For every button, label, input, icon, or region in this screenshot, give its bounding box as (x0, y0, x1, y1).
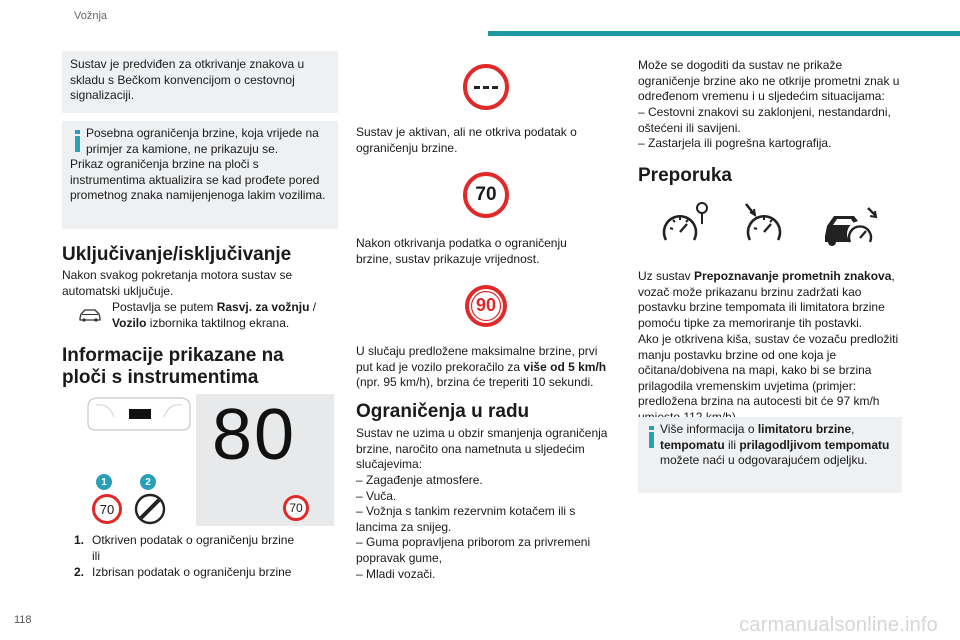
cap3-post: (npr. 95 km/h), brzina će treperiti 10 sekundi. (356, 375, 594, 390)
recommendation-rain-text: Ako je otkrivena kiša, sustav će vozaču predložiti manju postavku brzine od one koja je očitana/dobivena na mapi, kako bi se brzina prilagodila vremenskim uvjetima (primjer: predložena brzina na autocesti bit će 97 km/h (638, 332, 899, 409)
rec-pre: Uz sustav (638, 269, 695, 283)
instrument-cluster-illustration (84, 395, 194, 435)
rec-post: , vozač može prikazanu brzinu zadržati kao postavku brzine tempomata ili limitatora brzine pomoću tipke za memoriranje tih postavki. (638, 269, 895, 330)
marker-1-label: 1 (101, 476, 107, 488)
legend-item-2 (74, 565, 334, 581)
legend-1-text: Otkriven podatak o ograničenju brzine (92, 533, 295, 547)
car-menu-icon (78, 308, 102, 322)
caption-exceeded (356, 344, 614, 391)
set-post: izbornika taktilnog ekrana. (146, 315, 290, 330)
list-item: – Zastarjela ili pogrešna kartografija. (638, 136, 832, 151)
settings-path-text (112, 300, 338, 331)
menu-vehicle: Vozilo (112, 315, 147, 330)
menu-lighting: Rasvj. za vožnju (216, 300, 310, 314)
info-post: možete naći u odgovarajućem odjeljku. (660, 453, 868, 468)
info-sep2: ili (724, 437, 740, 452)
marker-2-label: 2 (145, 476, 151, 488)
heading-limits: Ograničenja u radu (356, 401, 530, 422)
heading-line-1: Informacije prikazane na (62, 345, 284, 366)
no-info-sign-icon (462, 63, 510, 111)
speedometer-memo-icon (660, 200, 710, 246)
list-item: – Vožnja s tankim rezervnim kotačem ili s lancima za snijeg. (356, 504, 576, 534)
legend-1-or: ili (92, 548, 100, 563)
sign-70-value: 70 (475, 184, 497, 205)
right-intro: Može se dogoditi da sustav ne prikaže ograničenje brzine ako ne otkrije prometni znak u određenom vremenu i u sljedećim situacijama: (638, 58, 900, 104)
caption-no-info: Sustav je aktivan, ali ne otkriva podatak o ograničenju brzine. (356, 125, 577, 155)
info-icon (74, 130, 81, 153)
speed-sign-70 (92, 494, 122, 524)
info-para-2: Prikaz ograničenja brzine na ploči s instrumentima aktualizira se kad prođete pored prometnog znaka namijenjenoga lakim vozilima. (70, 157, 326, 203)
info-para-1: Posebna ograničenja brzine, koja vrijede na primjer za kamione, ne prikazuju se. (86, 126, 319, 156)
info-box (62, 121, 338, 229)
list-item: – Zagađenje atmosfere. (356, 473, 483, 487)
rec-bold: Prepoznavanje prometnih znakova (694, 269, 892, 283)
marker-1 (96, 474, 112, 490)
legend-1-num: 1. (74, 533, 85, 547)
list-item: – Guma popravljena priborom za privremeni popravak gume, (356, 535, 591, 565)
sign-90-value: 90 (475, 295, 497, 315)
info-adaptive: prilagodljivom tempomatu (739, 437, 890, 452)
watermark: carmanualsonline.info (739, 614, 938, 636)
info-icon (648, 426, 655, 449)
info-box-right (638, 417, 902, 493)
limits-list (356, 473, 614, 582)
speed-sign-70-large (463, 172, 509, 218)
display-speed-sign (283, 495, 309, 521)
on-off-text: Nakon svakog pokretanja motora sustav se automatski uključuje. (62, 268, 293, 298)
section-title: Vožnja (74, 10, 108, 22)
page-number: 118 (14, 614, 32, 626)
list-item: – Vuča. (356, 488, 397, 503)
info-limiter: limitatoru brzine (757, 422, 852, 436)
note-text: Sustav je predviđen za otkrivanje znakova u skladu s Bečkom konvencijom o cestovnoj signalizaciji. (70, 57, 305, 103)
info-cruise: tempomatu (660, 437, 725, 452)
info-pre: Više informacija o (660, 422, 758, 436)
cap3-pre: U slučaju predložene maksimalne brzine, prvi put kad je vozilo prekoračilo za (356, 344, 598, 374)
display-speed-value: 80 (212, 395, 297, 475)
car-speedometer-icon (822, 204, 880, 248)
caption-detected: Nakon otkrivanja podatka o ograničenju brzine, sustav prikazuje vrijednost. (356, 236, 567, 266)
flashing-speed-sign-90 (462, 282, 510, 330)
speedometer-rain-icon (742, 200, 792, 246)
display-panel (196, 394, 334, 526)
heading-info-displayed (62, 345, 284, 389)
header-accent-bar (488, 31, 960, 36)
right-list (638, 105, 900, 152)
speed-sign-70-value: 70 (99, 501, 115, 517)
info-right-text (646, 422, 894, 469)
heading-recommendation: Preporuka (638, 165, 732, 186)
legend-2-num: 2. (74, 565, 85, 579)
cap3-bold: više od 5 km/h (523, 359, 607, 374)
note-box (62, 51, 338, 113)
heading-on-off: Uključivanje/isključivanje (62, 244, 292, 265)
info-sep1: , (851, 422, 855, 436)
list-item: – Mladi vozači. (356, 566, 436, 581)
recommendation-text (638, 269, 902, 331)
limits-intro: Sustav ne uzima u obzir smanjenja ograničenja brzine, naročito ona nametnuta u sljedećim slučajevima: (356, 426, 608, 472)
end-of-limit-sign-icon (134, 493, 166, 525)
display-sign-value: 70 (289, 501, 303, 515)
list-item: – Cestovni znakovi su zaklonjeni, nestandardni, oštećeni ili savijeni. (638, 105, 891, 135)
legend-item-1 (74, 533, 334, 564)
heading-line-2: ploči s instrumentima (62, 367, 259, 388)
marker-2 (140, 474, 156, 490)
legend-2-text: Izbrisan podatak o ograničenju brzine (92, 565, 292, 579)
set-sep: / (309, 300, 317, 314)
set-pre: Postavlja se putem (112, 300, 217, 314)
